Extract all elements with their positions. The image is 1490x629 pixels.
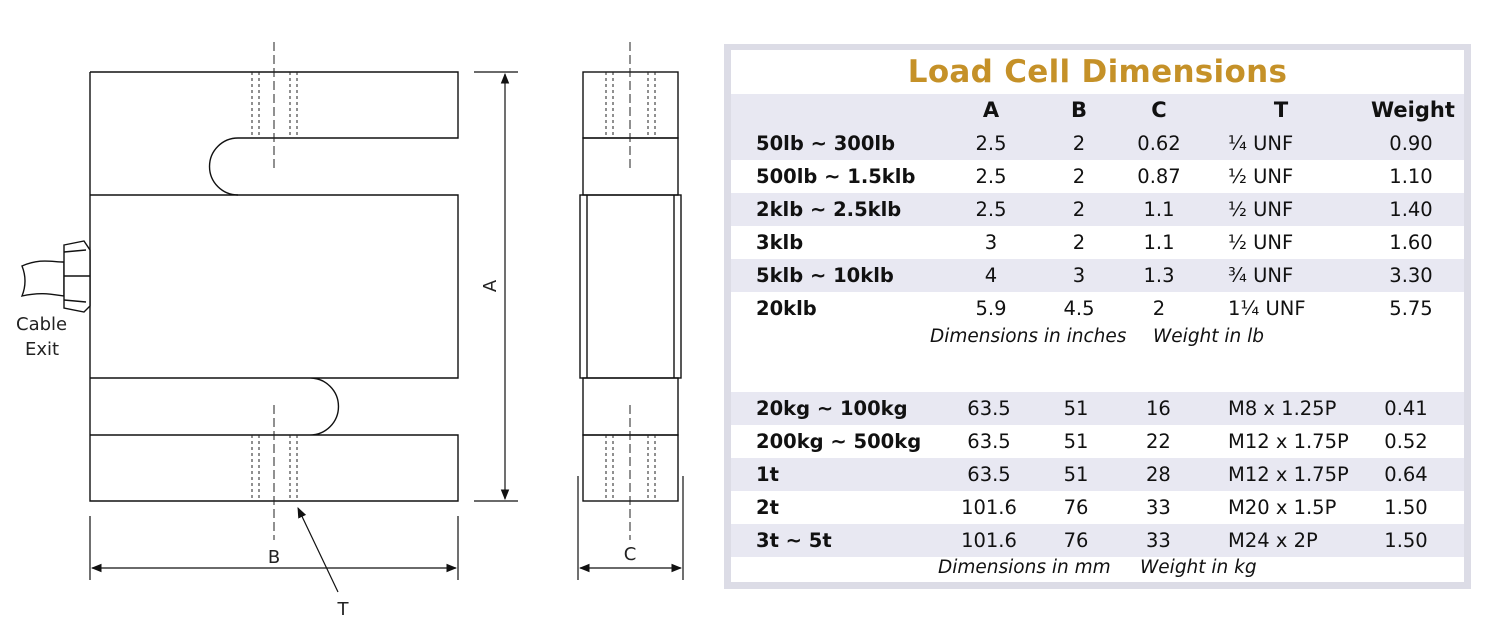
weight-cell: 1.60 [1389, 231, 1433, 254]
a-cell: 2.5 [975, 165, 1007, 188]
size-cell: 20kg ~ 100kg [756, 397, 908, 420]
t-cell: M8 x 1.25P [1228, 397, 1337, 420]
table-row [731, 392, 1464, 425]
b-cell: 4.5 [1063, 297, 1095, 320]
cable-gland [22, 241, 90, 312]
b-cell: 3 [1072, 264, 1086, 287]
c-cell: 1.3 [1143, 264, 1175, 287]
c-cell: 33 [1146, 529, 1171, 552]
t-cell: ¼ UNF [1228, 132, 1294, 155]
size-cell: 3t ~ 5t [756, 529, 832, 552]
metric-weight-note: Weight in kg [1140, 557, 1257, 578]
c-cell: 28 [1146, 463, 1171, 486]
header-weight: Weight [1371, 98, 1455, 122]
a-cell: 101.6 [961, 496, 1017, 519]
table-row [731, 259, 1464, 292]
weight-cell: 3.30 [1389, 264, 1433, 287]
size-cell: 2t [756, 496, 779, 519]
table-row [731, 491, 1464, 524]
dimension-a-label: A [480, 279, 501, 293]
header-b: B [1070, 98, 1087, 122]
imperial-weight-note: Weight in lb [1153, 326, 1265, 347]
c-cell: 0.87 [1137, 165, 1181, 188]
header-c: C [1151, 98, 1167, 122]
weight-cell: 0.52 [1384, 430, 1428, 453]
dimension-b-label: B [267, 547, 281, 568]
dimension-c-label: C [623, 544, 637, 565]
thread-t-label: T [337, 599, 349, 620]
weight-cell: 1.50 [1384, 496, 1428, 519]
size-cell: 500lb ~ 1.5klb [756, 165, 916, 188]
t-cell: ½ UNF [1228, 231, 1294, 254]
c-cell: 16 [1146, 397, 1171, 420]
weight-cell: 1.40 [1389, 198, 1433, 221]
size-cell: 2klb ~ 2.5klb [756, 198, 902, 221]
b-cell: 2 [1072, 132, 1086, 155]
a-cell: 101.6 [961, 529, 1017, 552]
cable-label: Cable [16, 314, 68, 335]
load-cell-diagram [0, 0, 720, 629]
table-row [731, 127, 1464, 160]
a-cell: 63.5 [967, 397, 1011, 420]
size-cell: 1t [756, 463, 779, 486]
size-cell: 20klb [756, 297, 817, 320]
b-cell: 76 [1063, 496, 1089, 519]
c-cell: 1.1 [1143, 231, 1175, 254]
a-cell: 2.5 [975, 132, 1007, 155]
b-cell: 2 [1072, 198, 1086, 221]
a-cell: 3 [984, 231, 998, 254]
table-row [731, 458, 1464, 491]
t-cell: ¾ UNF [1228, 264, 1294, 287]
size-cell: 3klb [756, 231, 804, 254]
weight-cell: 1.50 [1384, 529, 1428, 552]
weight-cell: 5.75 [1389, 297, 1433, 320]
thread-leader-line [298, 508, 338, 592]
imperial-dimensions-note: Dimensions in inches [930, 326, 1127, 347]
a-cell: 63.5 [967, 463, 1011, 486]
weight-cell: 0.41 [1384, 397, 1428, 420]
load-cell-drawing [0, 0, 720, 629]
b-cell: 51 [1063, 397, 1089, 420]
t-cell: M24 x 2P [1228, 529, 1318, 552]
weight-cell: 1.10 [1389, 165, 1433, 188]
b-cell: 76 [1063, 529, 1089, 552]
t-cell: ½ UNF [1228, 165, 1294, 188]
c-cell: 33 [1146, 496, 1171, 519]
table-header-row [731, 94, 1464, 127]
c-cell: 0.62 [1137, 132, 1181, 155]
b-cell: 51 [1063, 463, 1089, 486]
dimensions-table [731, 50, 1464, 582]
t-cell: M12 x 1.75P [1228, 430, 1349, 453]
a-cell: 63.5 [967, 430, 1011, 453]
b-cell: 51 [1063, 430, 1089, 453]
size-cell: 5klb ~ 10klb [756, 264, 894, 287]
table-row [731, 292, 1464, 325]
table-row [731, 425, 1464, 458]
table-row [731, 226, 1464, 259]
table-row [731, 160, 1464, 193]
metric-dimensions-note: Dimensions in mm [938, 557, 1111, 578]
size-cell: 200kg ~ 500kg [756, 430, 922, 453]
table-row [731, 193, 1464, 226]
imperial-note [731, 322, 1464, 352]
dimensions-panel [724, 44, 1471, 589]
t-cell: M12 x 1.75P [1228, 463, 1349, 486]
t-cell: M20 x 1.5P [1228, 496, 1337, 519]
header-t: T [1273, 98, 1289, 122]
t-cell: 1¼ UNF [1228, 297, 1306, 320]
c-cell: 2 [1152, 297, 1166, 320]
a-cell: 5.9 [975, 297, 1007, 320]
c-cell: 1.1 [1143, 198, 1175, 221]
c-cell: 22 [1146, 430, 1171, 453]
header-a: A [982, 98, 1000, 122]
size-cell: 50lb ~ 300lb [756, 132, 896, 155]
b-cell: 2 [1072, 231, 1086, 254]
a-cell: 4 [984, 264, 998, 287]
exit-label: Exit [25, 339, 60, 360]
table-title: Load Cell Dimensions [907, 54, 1288, 90]
weight-cell: 0.64 [1384, 463, 1428, 486]
t-cell: ½ UNF [1228, 198, 1294, 221]
b-cell: 2 [1072, 165, 1086, 188]
weight-cell: 0.90 [1389, 132, 1433, 155]
a-cell: 2.5 [975, 198, 1007, 221]
metric-note [731, 553, 1464, 583]
